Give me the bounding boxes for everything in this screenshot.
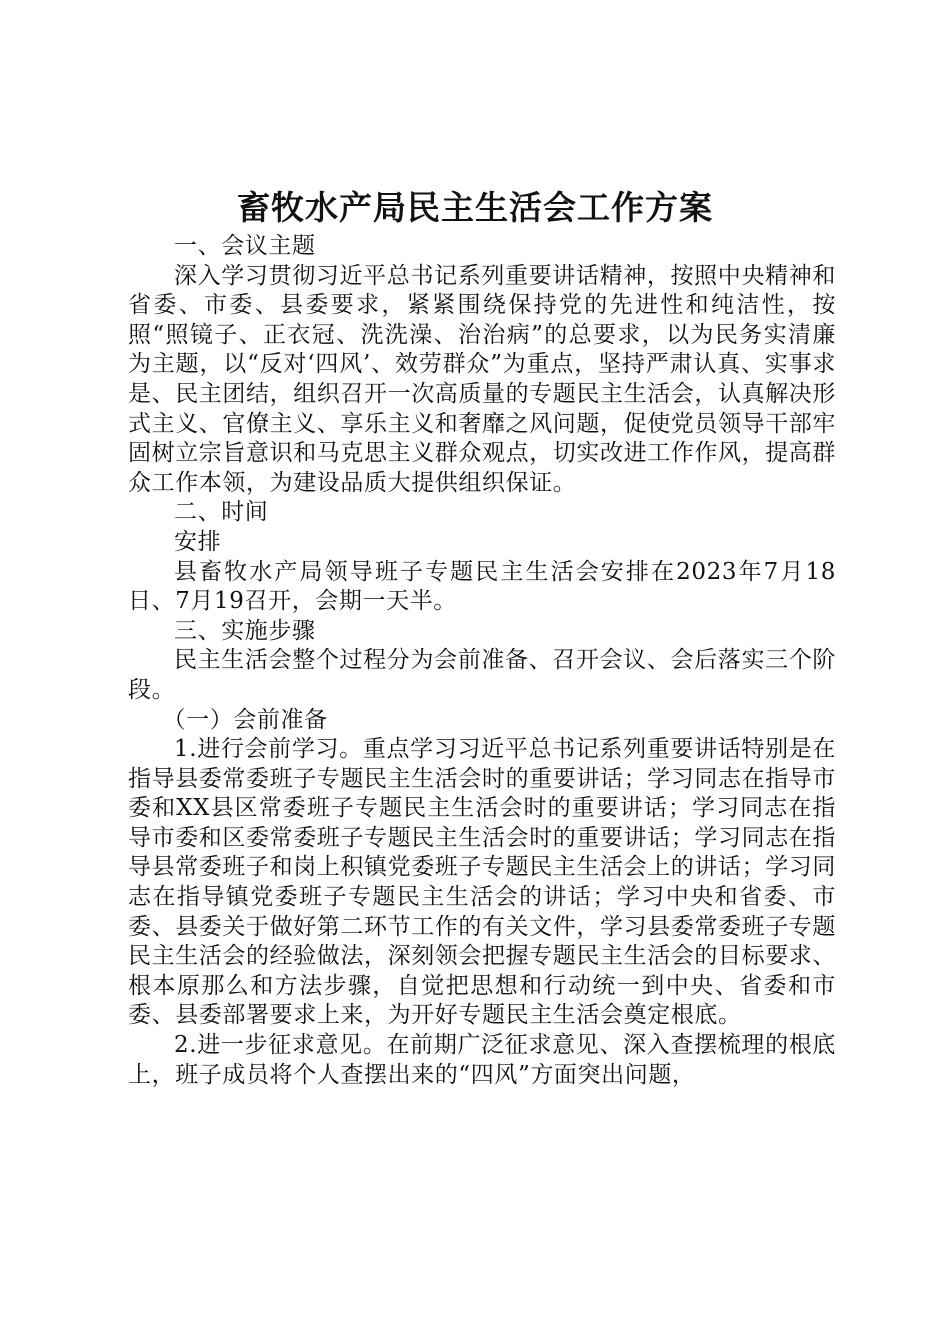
section-heading-time: 二、时间 xyxy=(174,499,269,526)
section-heading-steps: 三、实施步骤 xyxy=(174,617,316,644)
paragraph-steps: 民主生活会整个过程分为会前准备、召开会议、会后落实三个阶段。 xyxy=(128,647,836,703)
paragraph-item-2: 2.进一步征求意见。在前期广泛征求意见、深入查摆梳理的根底上，班子成员将个人查摆出来的“四风”方面突出问题， xyxy=(128,1032,836,1088)
document-body xyxy=(128,232,836,1090)
section-subheading-arrangement: 安排 xyxy=(174,528,222,555)
paragraph-item-1: 1.进行会前学习。重点学习习近平总书记系列重要讲话特别是在指导县委常委班子专题民主生活会时的重要讲话；学习同志在指导市委和XX县区常委班子专题民主生活会时的重要讲话；学习同志在指导市委和区委常委班子专题民主生活会时的重要讲话；学习同志在指导县常委班子和岗上积镇党委班子专题民主生活会上的讲话；学习同志在指导镇党委班子专题民主生活会的讲话；学习中央和省委、市委、县委关于做好第二环节工作的有关文件，学习县委常委班子专题民主生活会的经验做法，深刻领会把握专题民主生活会的目标要求、根本原那么和方法步骤，自觉把思想和行动统一到中央、省委和市委、县委部署要求上来，为开好专题民主生活会奠定根底。 xyxy=(128,736,836,1029)
paragraph-time: 县畜牧水产局领导班子专题民主生活会安排在2023年7月18日、7月19召开，会期一天半。 xyxy=(128,558,836,615)
paragraph-topic: 深入学习贯彻习近平总书记系列重要讲话精神，按照中央精神和省委、市委、县委要求，紧紧围绕保持党的先进性和纯洁性，按照“照镜子、正衣冠、洗洗澡、治治病”的总要求，以为民务实清廉为主题，以“反对‘四风’、效劳群众”为重点，坚持严肃认真、实事求是、民主团结，组织召开一次高质量的专题民主生活会，认真解决形式主义、官僚主义、享乐主义和奢靡之风问题，促使党员领导干部牢固树立宗旨意识和马克思主义群众观点，切实改进工作作风，提高群众工作本领，为建设品质大提供组织保证。 xyxy=(128,262,836,496)
subsection-heading-preparation: （一）会前准备 xyxy=(162,706,328,733)
document-title: 畜牧水产局民主生活会工作方案 xyxy=(237,188,713,227)
section-heading-topic: 一、会议主题 xyxy=(174,233,316,259)
